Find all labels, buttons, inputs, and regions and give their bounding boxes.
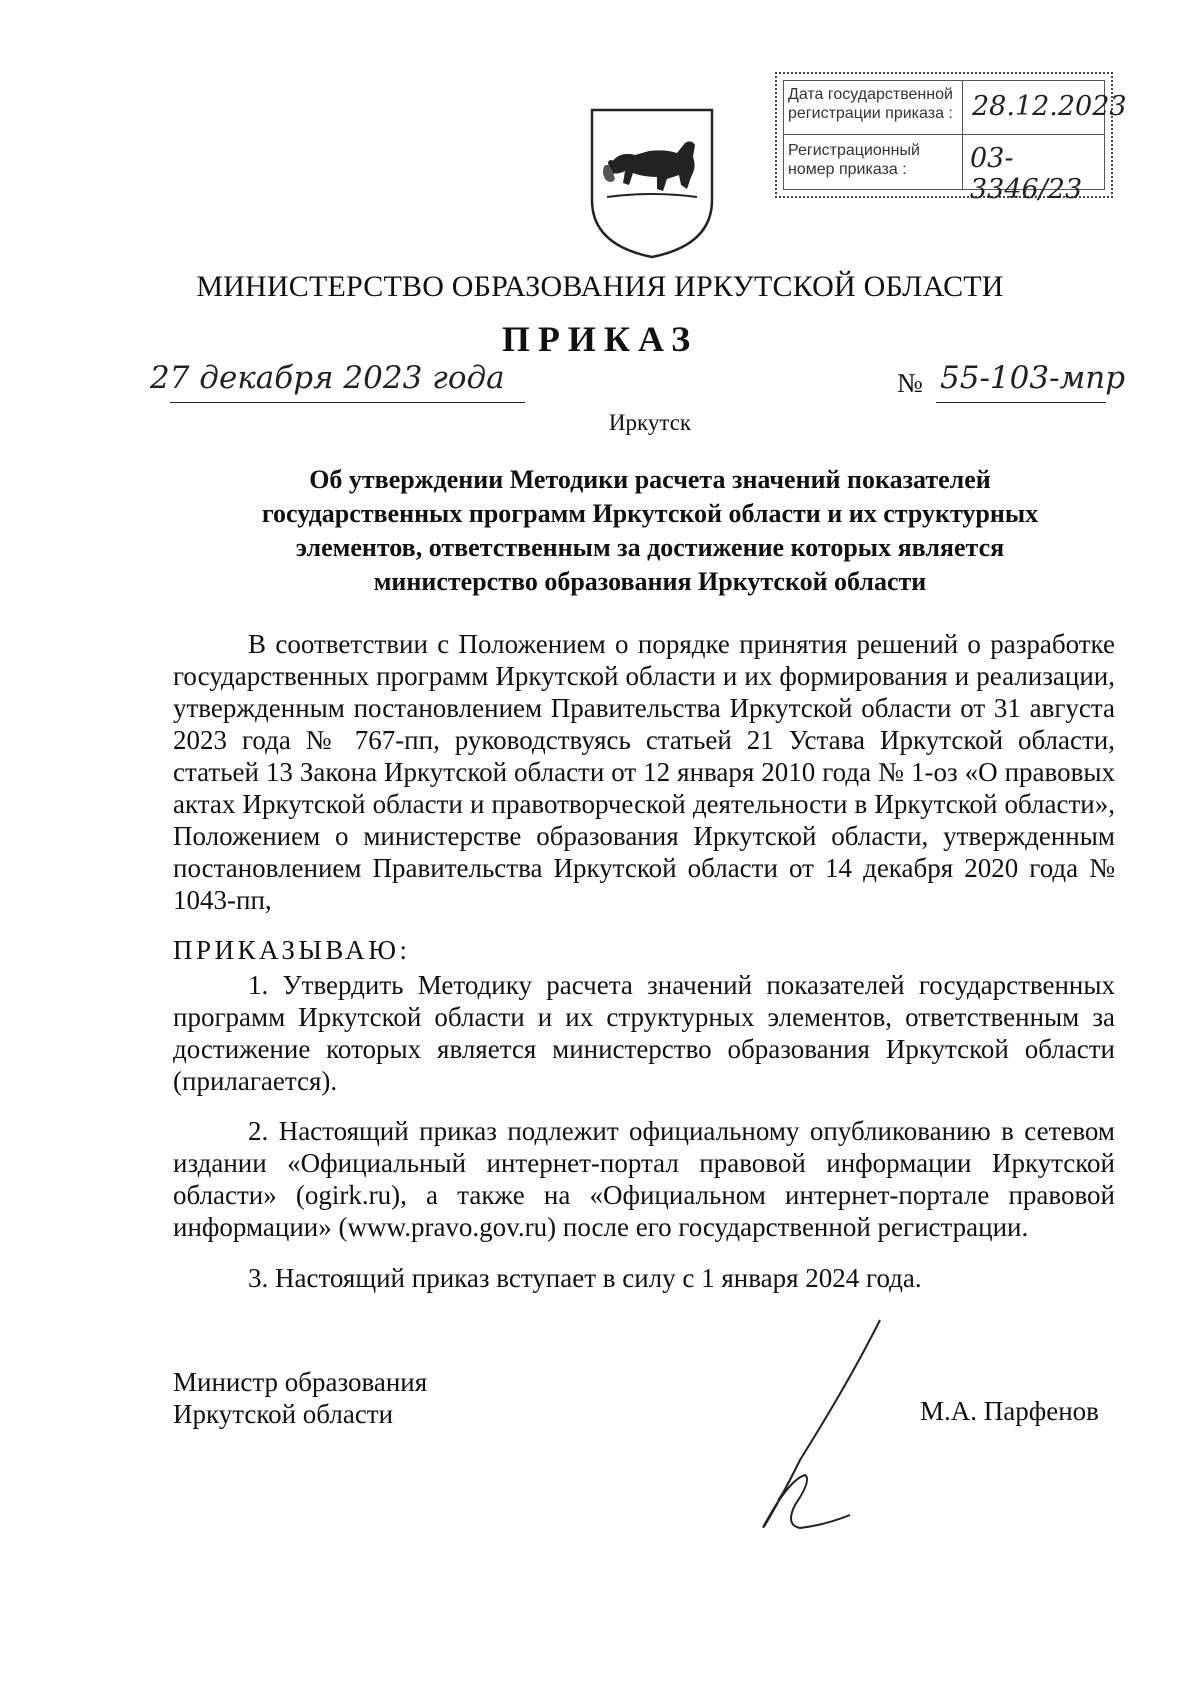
coat-of-arms-emblem: [587, 105, 717, 260]
handwritten-signature: [740, 1310, 940, 1540]
document-type-title: ПРИКАЗ: [501, 319, 699, 359]
signatory-title: [173, 1366, 427, 1430]
order-item-1: 1. Утвердить Методику расчета значений показателей государственных программ Иркутской области и их структурных элементов, ответственным за достижение которых является министерство образования Иркутской области (прилагается).: [173, 970, 1115, 1096]
signatory-title-line-2: Иркутской области: [173, 1399, 394, 1429]
order-item-3: 3. Настоящий приказ вступает в силу с 1 января 2024 года.: [248, 1263, 922, 1293]
preamble-paragraph: В соответствии с Положением о порядке принятия решений о разработке государственных программ Иркутской области и их формирования и реализации, утвержденным постановлением Правительства Иркутской области от 31 августа 2023 года № 767-пп, руководствуясь статьей 21 Устава Иркутской области, статьей 13 Закона Иркутской области от 12 января 2010 года № 1-оз «О правовых актах Иркутской области и правотворческой деятельности в Иркутской области», Положением о министерстве образования Иркутской области, утвержденным постановлением Правительства Иркутской области от 14 декабря 2020 года № 1043-пп,: [173, 629, 1115, 915]
order-date-underline: [170, 402, 525, 403]
signatory-name: М.А. Парфенов: [920, 1396, 1099, 1426]
stamp-number-value: 03-3346/23: [970, 143, 1083, 205]
ministry-title: МИНИСТЕРСТВО ОБРАЗОВАНИЯ ИРКУТСКОЙ ОБЛАСТИ: [196, 270, 1004, 303]
order-number-sign: №: [897, 368, 923, 398]
city: Иркутск: [608, 410, 692, 435]
order-number: 55-103-мпр: [940, 360, 1126, 396]
signatory-title-line-1: Министр образования: [173, 1367, 428, 1397]
stamp-number-label: Регистрационный номер приказа :: [788, 142, 920, 178]
order-number-underline: [936, 402, 1106, 403]
registration-stamp: [775, 72, 1127, 205]
order-subject: Об утверждении Методики расчета значений показателей государственных программ Иркутской области и их структурных элементов, ответственным за достижение которых является министерство образования Иркутской области: [261, 465, 1039, 596]
directive-word: ПРИКАЗЫВАЮ:: [173, 935, 411, 965]
order-item-2: 2. Настоящий приказ подлежит официальному опубликованию в сетевом издании «Официальный интернет-портал правовой информации Иркутской области» (ogirk.ru), а также на «Официальном интернет-портале правовой информации» (www.pravo.gov.ru) после его государственной регистрации.: [173, 1116, 1115, 1242]
stamp-date-label: Дата государственной регистрации приказа :: [788, 86, 953, 122]
order-date: 27 декабря 2023 года: [150, 360, 505, 396]
stamp-date-value: 28.12.2023: [972, 91, 1127, 122]
